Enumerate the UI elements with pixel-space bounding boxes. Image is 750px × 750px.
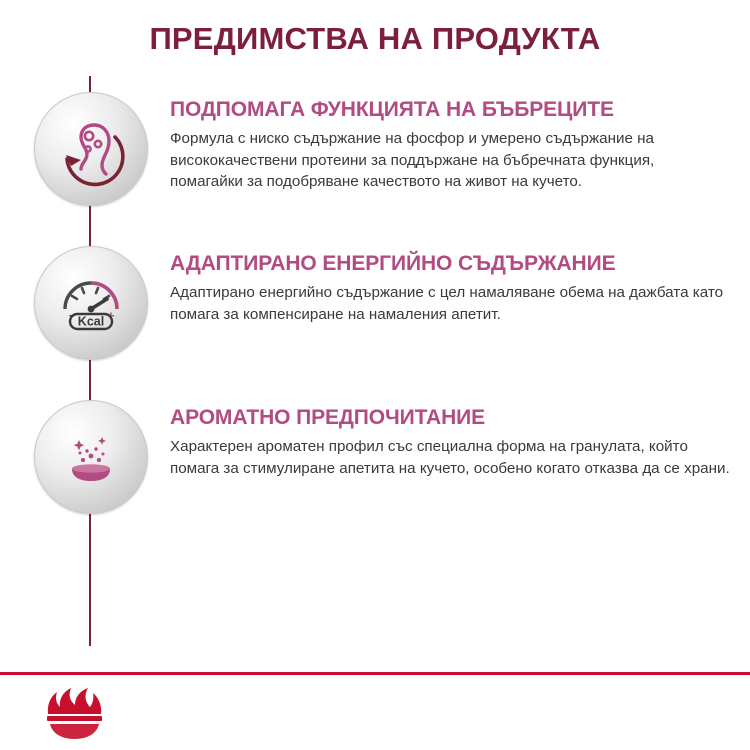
benefit-description: Адаптирано енергийно съдържание с цел намаляване обема на дажбата като помага за компенсиране на намаления апетит. [170, 284, 724, 323]
benefit-title: АДАПТИРАНО ЕНЕРГИЙНО СЪДЪРЖАНИЕ [170, 252, 616, 276]
benefit-item [0, 88, 750, 206]
svg-text:Kcal: Kcal [77, 314, 105, 329]
aroma-bowl-icon [34, 400, 148, 514]
royal-canin-crown-logo [36, 680, 114, 747]
kcal-gauge-icon [34, 246, 148, 360]
benefit-title: АРОМАТНО ПРЕДПОЧИТАНИЕ [170, 406, 486, 430]
kidney-icon [34, 92, 148, 206]
benefit-description: Характерен ароматен профил със специална форма на гранулата, който помага за стимулиране апетита на кучето, особено когато отказва да се храни. [170, 438, 730, 477]
benefit-title: ПОДПОМАГА ФУНКЦИЯТА НА БЪБРЕЦИТЕ [170, 98, 614, 122]
page-title: ПРЕДИМСТВА НА ПРОДУКТА [149, 21, 601, 56]
svg-text:+: + [107, 308, 115, 324]
footer-divider [0, 672, 750, 675]
benefit-text [148, 88, 730, 193]
page-footer [0, 672, 750, 750]
benefit-item [0, 396, 750, 514]
page-header [0, 0, 750, 70]
svg-text:-: - [69, 307, 74, 323]
benefit-description: Формула с ниско съдържание на фосфор и умерено съдържание на висококачествени протеини за поддържане на бъбречната функция, помагайки за подобряване качеството на живот на кучето. [170, 130, 655, 191]
benefit-text [148, 396, 730, 479]
benefits-list [0, 70, 750, 514]
benefit-text [148, 242, 730, 325]
benefit-item [0, 242, 750, 360]
